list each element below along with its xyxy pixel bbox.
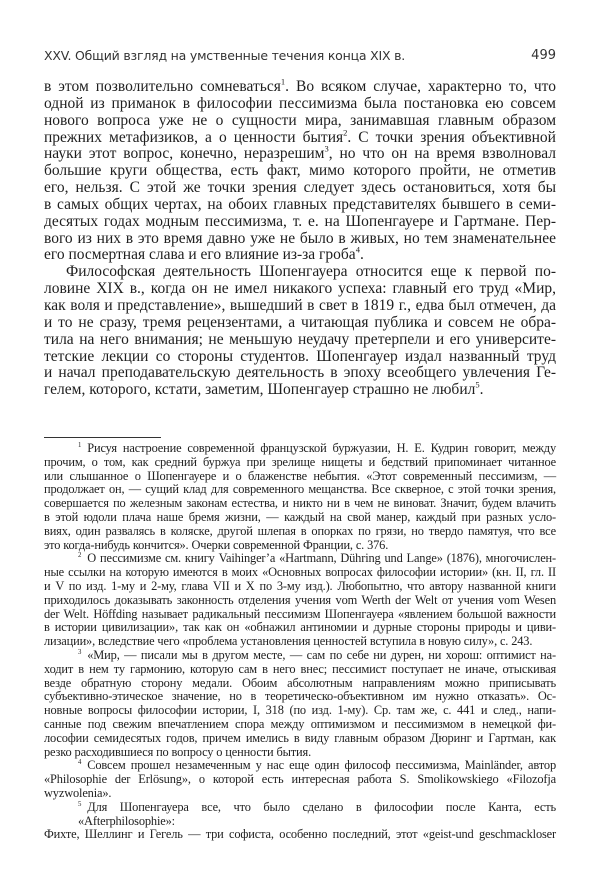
text-run: и то не сразу, тремя рецензентами, а читающая публика и совсем не обра- xyxy=(44,313,556,331)
text-run: вого из них в это время давно уже не было в живых, но тем знаменательнее xyxy=(44,229,556,247)
text-run: , но что он на время взволновал xyxy=(328,145,556,163)
running-title: XXV. Общий взгляд на умственные течения конца XIX в. xyxy=(44,48,406,63)
text-run: лизации», вследствие чего «проблема установления ценностей вступила в новую силу», с. 243. xyxy=(44,634,533,649)
text-line xyxy=(44,76,557,96)
text-line xyxy=(44,332,556,349)
footnote-line xyxy=(44,621,556,635)
footnote-line xyxy=(44,525,556,539)
text-line xyxy=(44,349,556,366)
text-run: гелем, которого, кстати, заметим, Шопенгауер страшно не любил xyxy=(44,381,476,399)
text-run: . С точки зрения объективной xyxy=(347,128,556,146)
body-text xyxy=(44,76,557,399)
text-line xyxy=(44,127,556,147)
footnote-line xyxy=(44,580,556,594)
text-run: Для Шопенгауера все, что было сделано в философии после Канта, есть «Afterphilosophie»: xyxy=(78,799,556,828)
text-line xyxy=(44,180,556,197)
footnote-reference: 5 xyxy=(475,379,480,390)
footnote-line xyxy=(44,483,556,497)
footnote-reference: 1 xyxy=(280,76,286,87)
text-line xyxy=(44,281,556,298)
text-run: одной из приманок в философии пессимизма была постановка ею совсем xyxy=(44,94,556,112)
text-run: приходилось доказывать законность отделения учения vom Werth der Welt от учения vom Wesen xyxy=(44,592,556,607)
footnote-separator xyxy=(44,437,161,438)
footnote-reference: 3 xyxy=(324,143,329,154)
text-run: тила на него внимания; не меньшую неудачу претерпели и его университе- xyxy=(44,330,556,348)
text-line xyxy=(44,214,556,231)
text-run: это когда-нибудь кончится». Очерки современной Франции, с. 376. xyxy=(44,537,389,552)
text-run: «Мир, — писали мы в другом месте, — сам по себе ни дурен, ни хорош: оптимист на- xyxy=(87,647,556,662)
footnote-line xyxy=(44,608,556,622)
footnote-number: 4 xyxy=(78,759,82,767)
text-line xyxy=(44,96,556,113)
text-run: лософии семидесятых годов, причем имелись в виду главным образом Дюринг и Гартман, как xyxy=(44,730,556,745)
text-run: санные под свежим впечатлением спора между оптимизмом и пессимизмом в немецкой фи- xyxy=(44,716,556,731)
text-run: ные ссылки на которую имеются в моих «Основных вопросах философии истории» (кн. II, гл. II xyxy=(44,565,556,580)
text-run: его, нельзя. С этой же точки зрения следует здесь остановиться, хотя бы xyxy=(44,179,556,197)
text-run: в этой юдоли плача наше бремя жизни, — каждый на свой манер, каждый при разных усло- xyxy=(44,509,556,524)
text-run: и V по изд. 1-му и 2-му, глава VII и X по 3-му изд.). Любопытно, что автору названной книги xyxy=(44,578,556,593)
footnote-line xyxy=(44,677,556,691)
text-line xyxy=(44,379,556,399)
text-run: большие круги общества, есть факт, мимо которого пройти, не отметив xyxy=(44,162,556,180)
text-run: и начал преподавательскую деятельность в эпоху всеобщего увлечения Ге- xyxy=(44,364,556,382)
text-run: или слышанное о Шопенгауере и о блаженстве небытия. «Этот современный пессимизм, — xyxy=(44,468,556,483)
footnote-line xyxy=(44,704,556,718)
footnote-line xyxy=(44,732,556,746)
text-run: совершается по железным законам естества, и никто ни в чем не виноват. Значит, будем влачить xyxy=(44,496,556,511)
footnote-line xyxy=(44,801,556,829)
footnote-line xyxy=(44,442,556,456)
footnote-number: 1 xyxy=(78,441,82,449)
text-run: Рисуя настроение современной французской буржуазии, Н. Е. Кудрин говорит, между xyxy=(87,441,556,455)
text-run: нового вопроса уже не о сущности мира, занимавшая главным образом xyxy=(44,111,556,129)
text-run: резко расходившиеся по вопросу о ценности бытия. xyxy=(44,744,312,759)
text-run: ходит в нем ту гармонию, которую сам в него внес; пессимист поступает не иначе, отыскивая xyxy=(44,661,556,676)
text-run: . xyxy=(479,381,484,399)
footnote-line xyxy=(44,456,556,470)
footnote-number: 2 xyxy=(78,552,82,560)
footnote-line xyxy=(44,787,556,801)
text-run: везде обратную сторону медали. Обоим абсолютным направлениям можно приписывать xyxy=(44,675,556,690)
text-run: прежних метафизиков, а о ценности бытия xyxy=(44,128,344,146)
text-run: О пессимизме см. книгу Vaihinger’a «Hartmann, Dühring und Lange» (1876), многочислен- xyxy=(87,551,556,566)
text-run: науки этот вопрос, конечно, неразрешим xyxy=(44,145,325,163)
text-run: виях, один развалясь в коляске, другой шлепая в опорках по грязи, но твердо памятуя, что все xyxy=(44,523,556,538)
text-run: ловине XIX в., когда он не имел никакого успеха: главный его труд «Мир, xyxy=(44,280,556,298)
text-run: der Welt. Höffding называет радикальный пессимизм Шопенгауера «явлением большой важности xyxy=(44,606,556,621)
footnote-line xyxy=(44,497,556,511)
text-run: . xyxy=(359,246,364,264)
footnote-reference: 4 xyxy=(355,245,360,256)
footnote-line xyxy=(44,773,556,787)
text-run: субъективно-этическое значение, но в теоретическо-объективном им нужно отказать». Ос- xyxy=(44,689,556,704)
running-header xyxy=(44,48,556,66)
text-run: прочим, о том, как средний буржуа при зрелище нищеты и бедствий припоминает читанное xyxy=(44,454,556,469)
text-line xyxy=(44,298,556,315)
text-line xyxy=(44,163,556,180)
text-run: в истории цивилизации», так как он «обнажил антиномии и дурные стороны природы и циви- xyxy=(44,620,556,635)
footnote-line xyxy=(44,539,556,553)
text-run: тетские лекции со стороны студентов. Шопенгауер издал названный труд xyxy=(44,347,556,365)
footnote-line xyxy=(44,552,556,566)
text-line xyxy=(44,113,556,130)
text-run: продолжает он, — сущий клад для современного мещанства. Все скверное, с этой точки зрения, xyxy=(44,482,556,497)
text-run: десятых годах модным пессимизма, т. е. на Шопенгауере и Гартмане. Пер- xyxy=(44,212,556,230)
text-run: как воля и представление», вышедший в свет в 1819 г., едва был отмечен, да xyxy=(44,296,556,314)
footnote-line xyxy=(44,690,556,704)
text-run: Философская деятельность Шопенгауера относится еще к первой по- xyxy=(66,263,556,281)
text-run: в самых общих чертах, на обоих главных представителях бывшего в семи- xyxy=(44,195,556,213)
text-run: его посмертная слава и его влияние из-за гроба xyxy=(44,246,356,264)
footnote-line xyxy=(44,828,556,842)
footnote-line xyxy=(44,594,556,608)
text-run: Совсем прошел незамеченным у нас еще один философ пессимизма, Mainländer, автор xyxy=(87,758,556,773)
footnote-number: 3 xyxy=(78,648,82,656)
text-line xyxy=(44,264,556,281)
footnote-line xyxy=(44,649,556,663)
text-run: Фихте, Шеллинг и Гегель — три софиста, особенно последний, этот «geist-und geschmackloser xyxy=(44,827,556,842)
footnote-number: 5 xyxy=(78,800,82,808)
footnote-line xyxy=(44,566,556,580)
footnote-line xyxy=(44,635,556,649)
text-line xyxy=(44,231,556,248)
text-line xyxy=(44,315,556,332)
text-run: новные вопросы философии истории, I, 318 (по изд. 1-му). Ср. там же, с. 441 и след., напи- xyxy=(44,703,556,718)
text-run: «Philosophie der Erlösung», о которой есть интересная работа S. Smolikowskiego «Filozofja xyxy=(44,772,556,787)
footnote-line xyxy=(44,759,556,773)
footnote-line xyxy=(44,746,556,760)
footnote-line xyxy=(44,470,556,484)
footnote-line xyxy=(44,663,556,677)
text-run: . Во всяком случае, характерно то, что xyxy=(285,78,557,95)
text-run: wyzwolenia». xyxy=(44,785,112,800)
page-number: 499 xyxy=(531,48,556,63)
footnote-line xyxy=(44,511,556,525)
footnote-reference: 2 xyxy=(343,127,348,138)
text-run: в этом позволительно сомневаться xyxy=(44,78,281,95)
footnotes xyxy=(44,442,556,842)
text-line xyxy=(44,197,556,214)
footnote-line xyxy=(44,718,556,732)
text-line xyxy=(44,247,556,264)
text-line xyxy=(44,143,556,163)
